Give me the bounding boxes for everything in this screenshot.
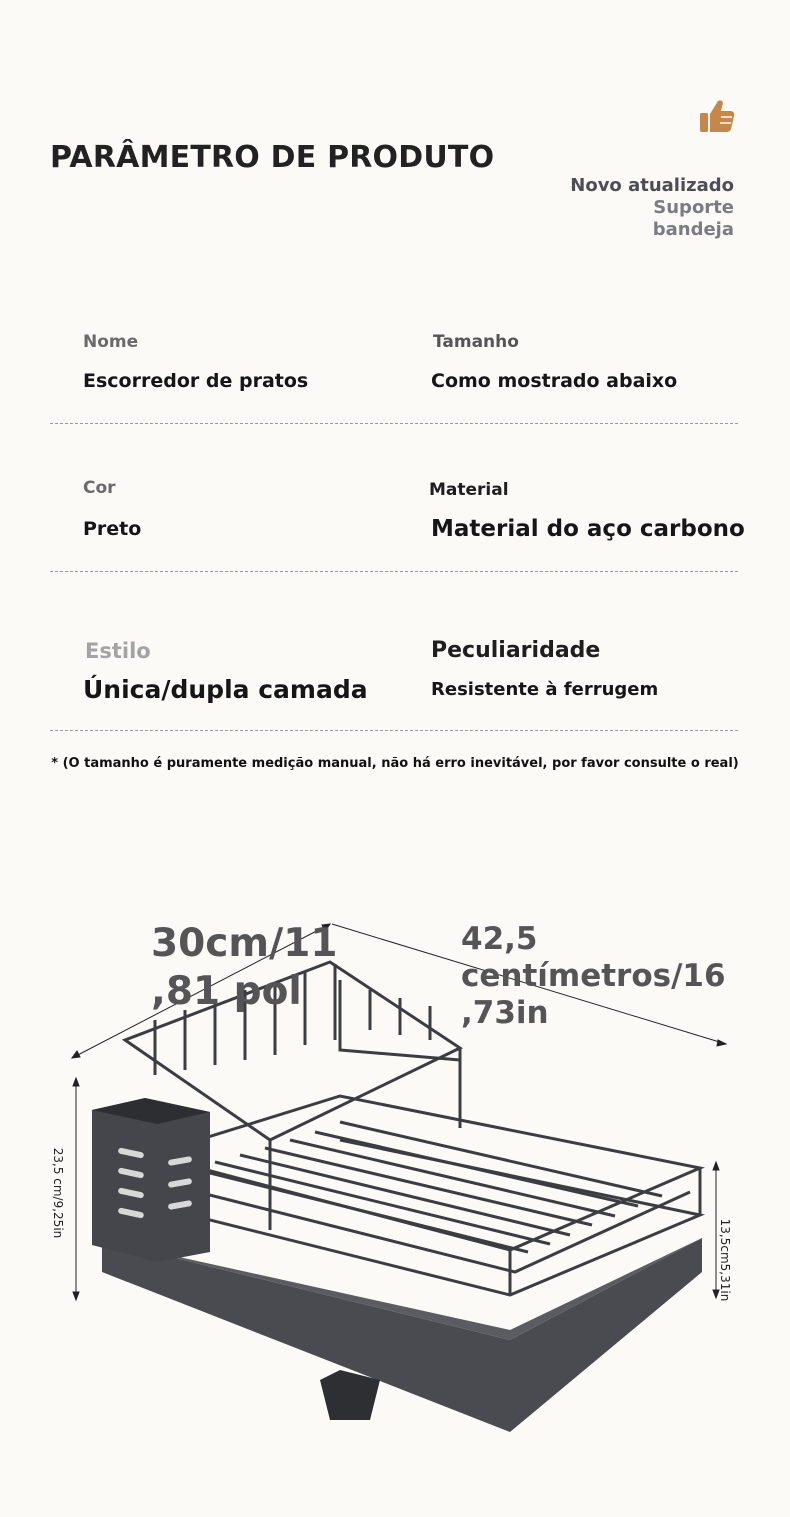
length-dimension-line3: ,73in	[461, 995, 549, 1031]
size-label: Tamanho	[433, 332, 519, 352]
material-label: Material	[429, 480, 509, 500]
width-dimension-line1: 30cm/11	[151, 921, 338, 966]
width-dimension-line2: ,81 pol	[151, 969, 302, 1014]
badge-line-3: bandeja	[652, 219, 734, 240]
length-dimension-line2: centímetros/16	[461, 958, 726, 994]
badge-line-2: Suporte	[653, 197, 734, 218]
page-title: PARÂMETRO DE PRODUTO	[50, 140, 495, 175]
measurement-note: * (O tamanho é puramente medição manual, não há erro inevitável, por favor consulte o real)	[51, 756, 739, 771]
feature-label: Peculiaridade	[431, 638, 601, 663]
color-value: Preto	[83, 518, 142, 540]
name-label: Nome	[83, 332, 139, 352]
material-value: Material do aço carbono	[431, 516, 745, 542]
height-total-label: 23,5 cm/9,25in	[51, 1147, 65, 1239]
length-dimension-line1: 42,5	[461, 921, 538, 957]
style-label: Estilo	[85, 639, 151, 663]
divider	[50, 423, 738, 424]
color-label: Cor	[83, 478, 116, 498]
height-base-label: 13,5cm5,31in	[718, 1218, 732, 1302]
size-value: Como mostrado abaixo	[431, 370, 678, 392]
name-value: Escorredor de pratos	[83, 370, 309, 392]
divider	[50, 571, 738, 572]
divider	[50, 730, 738, 731]
style-value: Única/dupla camada	[83, 675, 368, 704]
thumbs-up-icon	[698, 98, 736, 134]
badge-line-1: Novo atualizado	[570, 175, 734, 196]
feature-value: Resistente à ferrugem	[431, 679, 659, 700]
